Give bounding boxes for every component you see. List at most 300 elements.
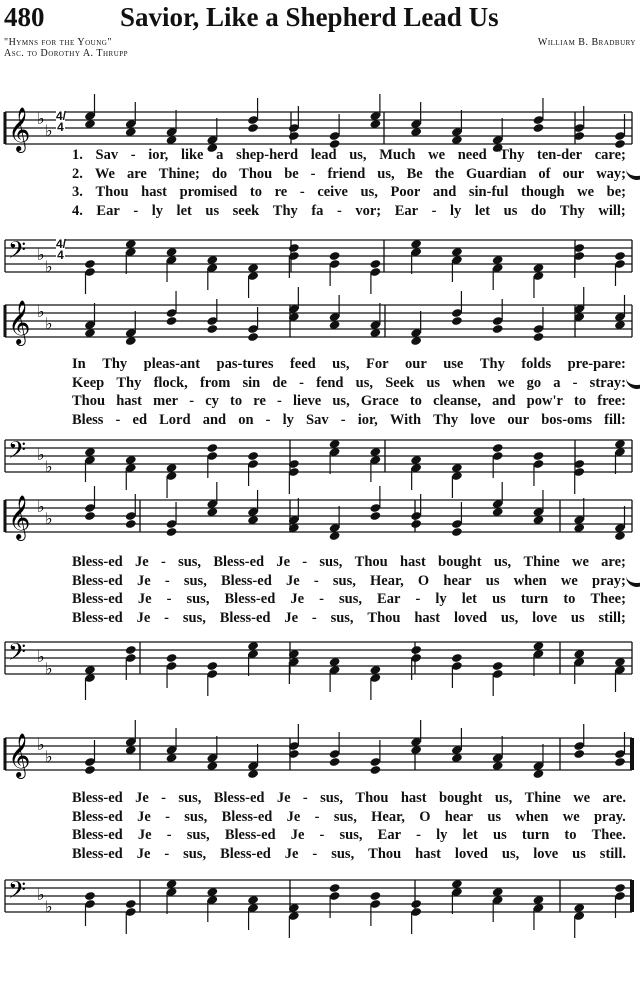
lyric-syllable: fa xyxy=(311,202,324,219)
lyric-syllable: cy xyxy=(205,393,219,409)
lyric-syllable: sus, xyxy=(183,845,207,862)
lyric-syllable: Ear xyxy=(96,202,120,219)
lyric-syllable: flock, xyxy=(153,374,188,391)
lyric-syllable: we xyxy=(573,790,591,806)
lyric-syllable: pray; xyxy=(592,572,626,589)
lyric-syllable: do xyxy=(211,165,228,182)
lyric-syllable: to xyxy=(230,393,243,409)
lyric-syllable: - xyxy=(311,609,317,626)
note-head xyxy=(410,899,422,909)
lyric-syllable: re xyxy=(274,184,288,200)
lyric-syllable: feed xyxy=(289,356,316,372)
lyric-syllable: hast xyxy=(400,790,427,806)
lyric-syllable: Je xyxy=(137,808,151,825)
lyric-syllable: sin xyxy=(242,374,261,391)
note-head xyxy=(451,527,463,537)
time-signature-treble: 4/4 xyxy=(56,109,67,134)
flat-icon: ♭ xyxy=(37,887,45,904)
lyric-syllable: fend xyxy=(316,374,344,391)
lyric-line-verse-1 xyxy=(72,789,626,807)
lyric-syllable: to xyxy=(409,393,422,409)
lyric-syllable: Lord xyxy=(159,411,191,428)
lyric-syllable: Thy xyxy=(559,202,585,219)
lyric-syllable: Thou xyxy=(239,165,273,182)
lyric-syllable: Je xyxy=(137,591,152,607)
lyric-syllable: Thou xyxy=(368,845,402,862)
flat-icon: ♭ xyxy=(45,511,53,528)
note-head xyxy=(533,451,545,461)
lyric-syllable: 1. xyxy=(72,147,83,163)
note-head xyxy=(573,749,585,759)
flat-icon: ♭ xyxy=(45,259,53,276)
treble-clef-icon: 𝄞 xyxy=(8,107,31,151)
treble-clef-icon: 𝄞 xyxy=(8,495,31,539)
lyric-syllable: Thou xyxy=(367,609,401,626)
lyric-syllable: love xyxy=(532,609,558,626)
lyric-syllable: Poor xyxy=(390,184,421,200)
lyric-syllable: - xyxy=(572,374,578,391)
lyric-syllable: fill: xyxy=(604,411,626,428)
lyric-syllable: a xyxy=(216,147,224,163)
lyric-syllable: turn xyxy=(520,591,549,607)
lyric-syllable: us xyxy=(485,572,500,589)
lyric-line-verse-1 xyxy=(72,553,626,571)
note-head xyxy=(492,661,504,671)
lyric-syllable: Thou xyxy=(95,184,129,200)
lyric-syllable: With xyxy=(389,411,422,428)
lyric-syllable: do xyxy=(530,202,547,219)
lyric-syllable: ly xyxy=(449,202,462,219)
note-head xyxy=(288,131,300,141)
lyric-syllable: re xyxy=(253,393,266,409)
note-head xyxy=(329,251,341,261)
lyric-syllable: ly xyxy=(151,202,163,219)
lyric-syllable: will; xyxy=(598,202,626,219)
lyric-syllable: us, xyxy=(377,165,395,182)
lyric-line-verse-3 xyxy=(72,590,626,608)
lyric-syllable: sus, xyxy=(183,572,207,589)
lyric-syllable: us, xyxy=(500,609,519,626)
lyric-syllable: and xyxy=(492,393,516,409)
lyric-syllable: let xyxy=(462,827,478,843)
lyric-syllable: Sav xyxy=(306,411,329,428)
lyric-syllable: and xyxy=(202,411,227,428)
lyric-syllable: Be xyxy=(406,165,423,182)
lyric-syllable: us, xyxy=(355,374,374,391)
lyric-syllable: de xyxy=(272,374,287,391)
lyric-syllable: pre-pare: xyxy=(567,356,626,372)
hymn-number: 480 xyxy=(4,2,45,32)
lyric-syllable: us xyxy=(492,591,506,607)
lyric-syllable: Je xyxy=(286,808,301,825)
lyric-syllable: free: xyxy=(597,393,626,409)
lyric-syllable: care; xyxy=(594,147,626,163)
note-head xyxy=(614,757,626,767)
flat-icon: ♭ xyxy=(45,459,53,476)
lyric-syllable: Je xyxy=(290,591,305,607)
note-head xyxy=(166,527,178,537)
lyric-syllable: - xyxy=(164,609,169,626)
lyric-syllable: us xyxy=(205,202,220,219)
lyric-syllable: Bless-ed xyxy=(72,808,123,825)
lyric-syllable: Bless-ed xyxy=(224,591,276,607)
flat-icon: ♭ xyxy=(37,111,45,128)
note-head xyxy=(84,891,96,901)
lyric-syllable: Bless-ed xyxy=(72,554,123,570)
lyric-syllable: sin-ful xyxy=(468,184,509,200)
lyric-syllable: Bless-ed xyxy=(213,790,265,806)
lyric-syllable: Bless-ed xyxy=(221,572,272,589)
lyric-syllable: need xyxy=(457,147,487,163)
lyric-syllable: - xyxy=(415,591,421,607)
lyric-line-verse-2 xyxy=(72,165,626,183)
treble-clef-icon: 𝄞 xyxy=(8,733,31,777)
lyric-syllable: hear xyxy=(444,808,473,825)
lyric-syllable: - xyxy=(164,845,170,862)
flat-icon: ♭ xyxy=(45,123,53,140)
lyric-syllable: - xyxy=(319,591,324,607)
lyric-syllable: Je xyxy=(136,845,151,862)
lyric-syllable: - xyxy=(299,184,305,200)
flat-icon: ♭ xyxy=(45,316,53,333)
lyric-syllable: Thy xyxy=(499,147,525,163)
lyric-syllable: us xyxy=(570,609,585,626)
bass-clef-icon: 𝄢 xyxy=(8,236,27,269)
lyric-syllable: Thy xyxy=(116,374,142,391)
lyric-syllable: ten-der xyxy=(537,147,583,163)
lyric-syllable: hast xyxy=(399,554,426,570)
lyric-syllable: to xyxy=(249,184,263,200)
lyric-syllable: - xyxy=(312,845,318,862)
lyric-syllable: O xyxy=(419,808,431,825)
note-head xyxy=(206,324,218,334)
lyric-syllable: we xyxy=(560,572,578,589)
lyric-syllable: stray: xyxy=(589,374,626,391)
lyric-syllable: Keep xyxy=(72,374,105,391)
lyric-syllable: folds xyxy=(521,356,552,372)
note-head xyxy=(206,661,218,671)
lyric-syllable: - xyxy=(277,393,282,409)
lyric-syllable: Thy xyxy=(433,411,459,428)
lyric-syllable: Bless-ed xyxy=(219,609,271,626)
hymn-composer: William B. Bradbury xyxy=(537,37,636,48)
lyric-syllable: seek xyxy=(232,202,260,219)
note-head xyxy=(125,519,137,529)
lyric-syllable: For xyxy=(365,356,389,372)
lyric-syllable: Much xyxy=(379,147,416,163)
lyric-syllable: - xyxy=(319,827,325,843)
lyric-syllable: sus, xyxy=(186,591,210,607)
note-head xyxy=(614,251,626,261)
lyric-syllable: Thou xyxy=(354,554,388,570)
lyric-syllable: Je xyxy=(284,609,298,626)
note-head xyxy=(206,443,218,453)
lyric-syllable: Je xyxy=(276,554,291,570)
lyric-syllable: Je xyxy=(290,827,305,843)
lyric-syllable: - xyxy=(165,808,170,825)
note-head xyxy=(166,316,178,326)
lyric-syllable: - xyxy=(166,591,172,607)
note-head xyxy=(614,883,626,893)
note-head xyxy=(410,645,422,655)
lyric-syllable: of xyxy=(538,165,551,182)
lyric-line-verse-2 xyxy=(72,808,626,826)
lyric-syllable: us xyxy=(493,827,507,843)
lyric-syllable: sus, xyxy=(339,827,363,843)
lyric-syllable: bos-oms xyxy=(541,411,592,428)
note-head xyxy=(125,899,137,909)
lyric-syllable: Bless-ed xyxy=(72,591,123,607)
lyric-syllable: Je xyxy=(136,572,151,589)
lyric-syllable: us, xyxy=(349,147,367,163)
lyric-syllable: - xyxy=(166,827,172,843)
note-head xyxy=(247,332,259,342)
lyric-syllable: our xyxy=(507,411,530,428)
lyric-syllable: us, xyxy=(494,790,513,806)
lyric-syllable: - xyxy=(310,165,316,182)
lyric-syllable: sus, xyxy=(330,609,354,626)
lyric-syllable: - xyxy=(160,554,166,570)
lyric-syllable: Ear xyxy=(377,591,401,607)
lyric-syllable: let xyxy=(461,591,477,607)
lyric-syllable: - xyxy=(302,790,308,806)
lyric-syllable: we xyxy=(497,374,515,391)
lyric-syllable: hast xyxy=(141,184,167,200)
lyric-syllable: a xyxy=(553,374,561,391)
lyric-syllable: - xyxy=(302,554,308,570)
lyric-syllable: sus, xyxy=(333,808,357,825)
bass-clef-icon: 𝄢 xyxy=(8,436,27,469)
bass-clef-icon: 𝄢 xyxy=(8,638,27,671)
lyric-syllable: us, xyxy=(501,845,520,862)
note-head xyxy=(247,123,259,133)
lyric-syllable: Je xyxy=(137,827,152,843)
lyric-syllable: pleas-ant xyxy=(143,356,201,372)
lyric-syllable: and xyxy=(432,184,457,200)
lyric-syllable: pas-tures xyxy=(216,356,274,372)
flat-icon: ♭ xyxy=(37,247,45,264)
note-head xyxy=(410,519,422,529)
lyric-syllable: to xyxy=(564,827,577,843)
note-head xyxy=(451,316,463,326)
lyric-syllable: - xyxy=(299,374,304,391)
flat-icon: ♭ xyxy=(45,899,53,916)
lyric-syllable: hast xyxy=(414,609,441,626)
lyric-syllable: promised xyxy=(179,184,238,200)
lyric-syllable: - xyxy=(133,202,139,219)
lyric-syllable: we xyxy=(571,554,589,570)
note-head xyxy=(492,443,504,453)
lyric-syllable: - xyxy=(189,393,195,409)
note-head xyxy=(84,511,96,521)
lyric-syllable: - xyxy=(115,411,121,428)
lyric-syllable: pray. xyxy=(593,808,626,825)
lyric-syllable: Thou xyxy=(355,790,389,806)
lyric-syllable: let xyxy=(176,202,192,219)
lyric-syllable: O xyxy=(417,572,430,589)
lyric-line-verse-3 xyxy=(72,826,626,844)
lyric-syllable: use xyxy=(443,356,464,372)
lyric-syllable: ior, xyxy=(148,147,169,163)
lyric-syllable: lead xyxy=(310,147,337,163)
lyric-syllable: hast xyxy=(415,845,441,862)
lyric-syllable: are xyxy=(126,165,147,182)
lyric-syllable: like xyxy=(180,147,204,163)
lyric-syllable: Bless-ed xyxy=(224,827,276,843)
lyric-syllable: - xyxy=(416,827,421,843)
lyric-syllable: - xyxy=(314,808,320,825)
flat-icon: ♭ xyxy=(37,447,45,464)
lyric-syllable: go xyxy=(526,374,542,391)
lyric-syllable: Thy xyxy=(479,356,505,372)
lyric-syllable: still; xyxy=(598,609,626,626)
lyric-syllable: Thine; xyxy=(158,165,200,182)
lyric-syllable: Bless-ed xyxy=(72,790,123,806)
note-head xyxy=(329,757,341,767)
lyric-syllable: to xyxy=(563,591,576,607)
lyric-syllable: Thy xyxy=(102,356,128,372)
lyric-syllable: still. xyxy=(599,845,626,862)
lyric-syllable: us, xyxy=(493,554,512,570)
note-head xyxy=(492,324,504,334)
lyric-syllable: Je xyxy=(285,572,300,589)
lyric-syllable: - xyxy=(340,411,346,428)
note-head xyxy=(369,891,381,901)
lyric-syllable: Ear xyxy=(394,202,419,219)
lyric-line-verse-1 xyxy=(72,355,626,373)
lyric-syllable: hear xyxy=(443,572,472,589)
lyric-syllable: when xyxy=(452,374,486,391)
lyric-line-verse-4 xyxy=(72,411,626,429)
lyric-syllable: - xyxy=(336,202,342,219)
lyric-syllable: us xyxy=(503,202,518,219)
note-head xyxy=(369,259,381,269)
lyric-syllable: turn xyxy=(521,827,550,843)
lyric-syllable: Je xyxy=(135,554,149,570)
lyric-syllable: ior, xyxy=(357,411,378,428)
lyric-syllable: sus, xyxy=(320,790,344,806)
lyric-syllable: 3. xyxy=(72,184,83,200)
lyric-syllable: we xyxy=(577,184,595,200)
lyric-syllable: Ear xyxy=(377,827,402,843)
note-head xyxy=(247,451,259,461)
bass-clef-icon: 𝄢 xyxy=(8,876,27,909)
lyric-syllable: when xyxy=(515,808,549,825)
note-head xyxy=(533,332,545,342)
lyric-syllable: sus, xyxy=(319,554,343,570)
lyric-syllable: be xyxy=(284,165,299,182)
flat-icon: ♭ xyxy=(37,737,45,754)
lyric-syllable: Bless-ed xyxy=(220,845,271,862)
lyric-syllable: to xyxy=(574,393,587,409)
lyric-syllable: ly xyxy=(435,591,447,607)
lyric-syllable: ed xyxy=(132,411,148,428)
flat-icon: ♭ xyxy=(37,649,45,666)
lyric-syllable: Je xyxy=(136,609,151,626)
lyric-syllable: 4. xyxy=(72,202,83,219)
lyric-syllable: Thee; xyxy=(590,591,626,607)
flat-icon: ♭ xyxy=(37,499,45,516)
lyric-syllable: we xyxy=(562,808,580,825)
lyric-line-verse-4 xyxy=(72,202,626,220)
note-head xyxy=(369,765,381,775)
lyric-syllable: - xyxy=(265,411,271,428)
lyric-syllable: ly xyxy=(282,411,294,428)
lyric-syllable: bought xyxy=(438,554,482,570)
lyric-syllable: ly xyxy=(436,827,448,843)
lyric-syllable: we xyxy=(428,147,446,163)
lyric-syllable: let xyxy=(474,202,491,219)
lyric-syllable: sus, xyxy=(338,591,362,607)
lyric-line-verse-2 xyxy=(72,572,626,590)
lyric-syllable: pow'r xyxy=(526,393,563,409)
hymn-title: Savior, Like a Shepherd Lead Us xyxy=(120,2,499,32)
lyric-syllable: us, xyxy=(332,393,350,409)
lyric-syllable: - xyxy=(161,790,166,806)
flat-icon: ♭ xyxy=(45,749,53,766)
note-head xyxy=(329,883,341,893)
lyric-syllable: loved xyxy=(453,609,488,626)
note-head xyxy=(125,645,137,655)
lyric-syllable: us xyxy=(487,808,502,825)
lyric-syllable: sus, xyxy=(332,572,356,589)
lyric-syllable: be; xyxy=(606,184,626,200)
lyric-syllable: Bless-ed xyxy=(72,845,123,862)
time-signature-bass: 4/4 xyxy=(56,237,67,262)
lyric-syllable: are; xyxy=(601,554,626,570)
lyric-syllable: Bless-ed xyxy=(72,572,123,589)
lyric-syllable: In xyxy=(72,356,86,372)
lyric-syllable: us xyxy=(426,374,441,391)
lyric-syllable: sus, xyxy=(178,790,202,806)
lyric-syllable: Grace xyxy=(360,393,399,409)
lyric-syllable: are. xyxy=(602,790,626,806)
lyric-syllable: - xyxy=(313,572,319,589)
lyric-syllable: cleanse, xyxy=(433,393,481,409)
lyric-syllable: Je xyxy=(276,790,291,806)
lyric-syllable: 2. xyxy=(72,165,83,182)
note-head xyxy=(84,765,96,775)
lyric-syllable: way; xyxy=(596,165,626,182)
lyric-syllable: though xyxy=(520,184,565,200)
lyric-syllable: mer xyxy=(153,393,179,409)
lyric-syllable: Bless-ed xyxy=(213,554,265,570)
lyric-syllable: hast xyxy=(116,393,142,409)
note-head xyxy=(166,653,178,663)
lyric-syllable: vor; xyxy=(355,202,382,219)
note-head xyxy=(533,123,545,133)
lyric-syllable: Thy xyxy=(272,202,298,219)
lyric-syllable: Bless-ed xyxy=(221,808,273,825)
lyric-syllable: Thine xyxy=(523,554,560,570)
lyric-syllable: ceive xyxy=(317,184,348,200)
lyric-syllable: sus, xyxy=(178,554,202,570)
lyric-syllable: sus, xyxy=(186,827,210,843)
lyric-syllable: - xyxy=(130,147,136,163)
lyric-syllable: - xyxy=(431,202,437,219)
lyric-syllable: We xyxy=(94,165,115,182)
lyric-syllable: us, xyxy=(360,184,378,200)
lyric-syllable: bought xyxy=(438,790,483,806)
lyric-syllable: Bless-ed xyxy=(72,827,123,843)
lyric-line-verse-2 xyxy=(72,374,626,392)
lyric-syllable: us xyxy=(572,845,586,862)
lyric-syllable: on xyxy=(238,411,254,428)
lyric-line-verse-4 xyxy=(72,609,626,627)
lyric-syllable: Thou xyxy=(72,393,106,409)
note-head xyxy=(451,653,463,663)
note-head xyxy=(84,259,96,269)
